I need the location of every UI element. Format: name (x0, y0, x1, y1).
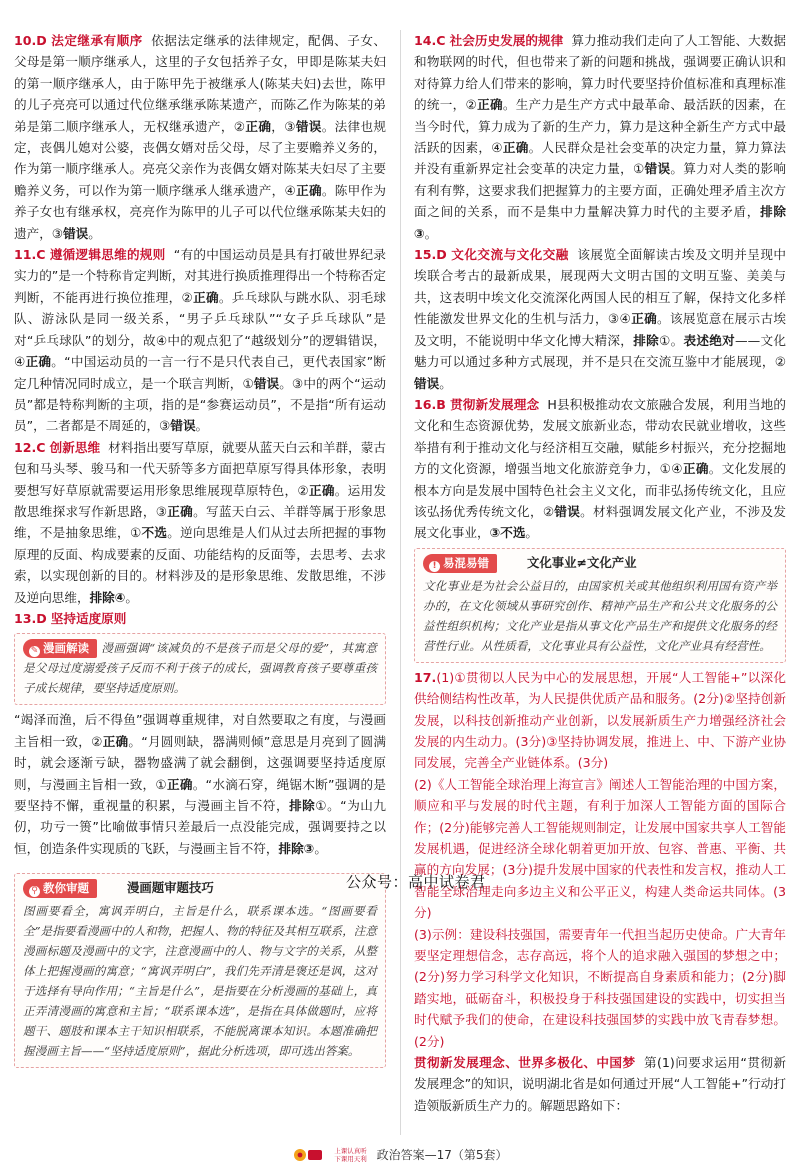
answer-text: ——文化魅力可以通过多种方式展现，并不是只在交流互鉴中才能展现，② (414, 332, 787, 370)
answer-text: ，③ (271, 118, 296, 134)
common-mistake-box (414, 548, 786, 663)
answer-q15 (414, 244, 786, 394)
comic-interpretation-box (14, 633, 386, 705)
judgement: 错误 (63, 225, 89, 241)
judgement: 正确 (167, 503, 194, 519)
column-divider (400, 30, 401, 1135)
left-column (14, 30, 386, 1072)
watermark: 公众号：高中试卷君 (346, 873, 486, 891)
question-number: 10.D (14, 33, 47, 48)
answer-text: 。逆向思维是人们从过去所把握的事物原理的反面、构成要素的反面、功能结构的反面等，去思考、去求索，以实现创新的目的。材料涉及的是形象思维、发散思维，不涉及逆向思维， (14, 525, 387, 605)
answer-text: 。生产力是生产方式中最革命、最活跃的因素，在当今时代，算力成为了新的生产力，算力是这种全新生产方式中最活跃的因素，④ (414, 97, 786, 156)
question-number: 11.C (14, 247, 46, 263)
box-text: 文化事业是为社会公益目的，由国家机关或其他组织利用国有资产举办的，在文化领域从事研究创作、精神产品生产和公共文化服务的公益性组织机构；文化产业是指从事文化产品生产和提供文化服务的经营性行业。从性质看，文化事业具有公益性，文化产业具有经营性。 (423, 578, 777, 653)
answer-text: 。 (195, 418, 209, 434)
answer-text: “有的中国运动员是具有打破世界纪录实力的”是一个特称肯定判断，对其进行换质推理得出一个特称否定判断，不能再进行换位推理，② (14, 247, 386, 305)
box-title: 漫画题审题技巧 (127, 880, 214, 896)
answer-text: 。“月圆则缺，器满则倾”意思是月亮到了圆满时，就会逐渐亏缺，器物盛满了就会翻倒，这强调要坚持适度原则，与漫画主旨相一致，① (14, 733, 386, 792)
brand-slogan-line: 下课用天利 (334, 1154, 367, 1163)
review-tips-box (14, 873, 386, 1068)
answer-text: 。该展览意在展示古埃及文明，不能说明中华文化博大精深， (414, 311, 786, 348)
page-number: 政治答案—17（第5套） (376, 1148, 508, 1162)
answer-text: 第(1)问要求运用“贯彻新发展理念”的知识，说明湖北省是如何通过开展“人工智能+”行动打造领版新质生产力的。解题思路如下： (414, 1055, 786, 1113)
answer-text: 。 (125, 589, 139, 605)
answer-text: H县积极推动农文旅融合发展，利用当地的文化和生态资源优势，发展文旅新业态，带动农民就业增收，这些举措有利于推动文化与经济相互交融，赋能乡村振兴，充分挖掘地方的文化资源，增强当地文化旅游竞争力，①④ (414, 396, 786, 477)
box-title: 文化事业≠文化产业 (527, 554, 637, 570)
judgement: 排除④ (89, 589, 126, 605)
question-topic: 贯彻新发展理念、世界多极化、中国梦 (414, 1055, 636, 1071)
answer-q14 (414, 30, 786, 244)
box-tag (23, 639, 97, 658)
question-topic: 法定继承有顺序 (51, 33, 143, 48)
answer-text: 。人民群众是社会变革的决定力量，算力算法并没有重新界定社会变革的决定力量，① (414, 140, 786, 177)
answer-text: 材料指出要写草原，就要从蓝天白云和羊群，蒙古包和马头琴、骏马和一代天骄等多方面把草原写得具体形象，表明要想写好草原就需要运用形象思维展现草原特色，② (14, 439, 387, 498)
answer-text: 。算力对人类的影响有利有弊，这要求我们把握算力的主要方面，正确处理矛盾主次方面之间的关系，而不是集中力量解决算力时代的主要矛盾， (414, 161, 786, 220)
box-tag-label: 易混易错 (443, 555, 489, 570)
page-footer (0, 1146, 800, 1168)
pen-icon: ✎ (30, 646, 39, 657)
box-tag-label: 漫画解读 (43, 641, 89, 656)
judgement: 正确 (25, 354, 52, 370)
answer-text: 。 (439, 375, 452, 391)
answer-text: 。③中的两个“运动员”都是特称判断的主项，指的是“参赛运动员”，不是指“所有运动员”，二者都是不周延的，③ (14, 375, 386, 434)
answer-text: 。运用发散思维探求写作新思路，③ (14, 482, 387, 519)
question-topic: 文化交流与文化交融 (451, 247, 569, 263)
answer-text: “竭泽而渔，后不得鱼”强调尊重规律，对自然要取之有度，与漫画主旨相一致，② (14, 712, 386, 749)
answer-text: 。 (314, 840, 327, 856)
judgement: 正确 (502, 140, 529, 156)
answer-q17-analysis (414, 1052, 786, 1116)
answer-text: 。 (424, 225, 438, 241)
judgement: 排除 (633, 332, 659, 348)
answer-part-2: (2)《人工智能全球治理上海宣言》阐述人工智能治理的中国方案，顺应和平与发展的时代主题，有利于加深人工智能方面的国际合作；(2分)能够完善人工智能规则制定，让发展中国家共享人工智能发展机遇，促进经济全球化朝着更加开放、包容、普惠、平衡、共赢的方向发展；(3分)提升发展中国家的代表性和发言权，推动人工智能全球治理走向多边主义和公平正义，构建人类命运共同体。(3分) (414, 776, 786, 921)
judgement: 正确 (477, 97, 503, 113)
judgement: 错误 (414, 375, 440, 391)
answer-text: ①。 (658, 332, 684, 348)
answer-q13-header (14, 608, 386, 629)
judgement: 正确 (309, 482, 335, 498)
judgement: 不选 (141, 525, 168, 541)
judgement: 正确 (682, 461, 709, 477)
box-header (423, 553, 777, 573)
judgement: 错误 (554, 503, 581, 519)
brand-slogan-line: 上课认真听 (334, 1146, 367, 1155)
judgement: 错误 (295, 118, 322, 134)
answer-q12 (14, 437, 386, 608)
answer-text: 。材料强调发展文化产业，不涉及发展文化事业， (414, 503, 786, 541)
box-tag (23, 879, 97, 898)
judgement: 错误 (170, 418, 196, 434)
judgement: 正确 (631, 311, 658, 327)
judgement: 表述绝对 (683, 332, 736, 348)
answer-text: 。文化发展的根本方向是发展中国特色社会主义文化，而非弘扬传统文化，且应该弘扬优秀传统文化，② (414, 461, 787, 519)
box-text: 漫画强调“该减负的不是孩子而是父母的爱”，其寓意是父母过度溺爱孩子反而不利于孩子的成长，强调教育孩子要尊重孩子成长规律，要坚持适度原则。 (23, 641, 377, 696)
brand-slogan (334, 1147, 367, 1163)
box-tag (423, 554, 497, 573)
answer-q11 (14, 244, 386, 437)
answer-part-1: (1)①贯彻以人民为中心的发展思想，开展“人工智能+”以深化供给侧结构性改革，为人民提供优质产品和服务。(2分)②坚持创新发展，以科技创新推动产业创新，以发展新质生产力增强经济社会发展的内生动力。(3分)③坚持协调发展，推进上、中、下游产业协同发展，完善全产业链体系。(3分) (414, 669, 786, 771)
answer-text: 。 (525, 525, 539, 541)
answer-q13 (14, 709, 386, 859)
judgement: 排除③ (278, 840, 315, 856)
judgement: ③不选 (489, 525, 526, 541)
answer-text: 。陈甲作为养子女也有继承权，亮亮作为陈甲的儿子可以代位继承陈某夫妇的遗产，③ (14, 182, 386, 241)
judgement: 正确 (102, 733, 129, 749)
question-topic: 社会历史发展的规律 (449, 33, 564, 48)
answer-text: 。乒乓球队与跳水队、羽毛球队、游泳队是同一级关系，“男子乒乓球队”“女子乒乓球队”是对“乒乓球队”的划分，故④中的观点犯了“越级划分”的逻辑错误，④ (14, 289, 387, 370)
question-number: 14.C (414, 33, 446, 48)
question-topic: 遵循逻辑思维的规则 (49, 247, 166, 263)
question-topic: 坚持适度原则 (50, 610, 127, 626)
search-icon: ⚲ (29, 886, 40, 897)
judgement: 正确 (296, 182, 322, 198)
warning-icon: ! (429, 561, 440, 572)
answer-text: 。写蓝天白云、羊群等属于形象思维，不是抽象思维，① (14, 503, 387, 541)
judgement: 正确 (166, 776, 193, 792)
right-column (414, 30, 786, 1116)
box-tag-label: 教你审题 (43, 881, 89, 896)
answer-q10 (14, 30, 386, 244)
question-topic: 创新思维 (49, 439, 101, 455)
answer-q17 (414, 667, 786, 774)
answer-text: 算力推动我们走向了人工智能、大数据和物联网的时代，但也带来了新的问题和挑战，强调要正确认识和对待算力给人们带来的影响，算力时代要坚持价值标准和真理标准的统一，② (414, 33, 786, 113)
answer-text: ①。“为山九仞，功亏一篑”比喻做事情只差最后一点没能完成，强调要持之以恒，创造条件实现质的飞跃，与漫画主旨不符， (14, 798, 386, 856)
answer-part-3: (3)示例：建设科技强国，需要青年一代担当起历史使命。广大青年要坚定理想信念，志存高远，将个人的追求融入强国的梦想之中；(2分)努力学习科学文化知识，不断提高自身素质和能力；(2分)脚踏实地，砥砺奋斗，积极投身于科技强国建设的实践中，切实担当时代赋予我们的使命，在建设科技强国梦的实践中放飞青春梦想。(2分) (414, 926, 786, 1049)
brand-logo-icon (292, 1147, 324, 1163)
answer-text: 依据法定继承的法律规定，配偶、子女、父母是第一顺序继承人，这里的子女包括养子女，甲即是陈某夫妇的第一顺序继承人，由于陈甲先于被继承人(陈某夫妇)去世，陈甲的儿子亮亮可以通过代位继承继承陈某遗产，而陈乙作为陈某的弟弟是第二顺序继承人，无权继承遗产，② (14, 33, 386, 134)
answer-text: 。“中国运动员的一言一行不是只代表自己，更代表国家”断定几种情况同时成立，是一个联言判断，① (14, 354, 386, 391)
question-topic: 贯彻新发展理念 (450, 396, 540, 412)
answer-text: 。“水滴石穿，绳锯木断”强调的是要坚持不懈，重视量的积累，与漫画主旨不符， (14, 776, 387, 813)
question-number: 12.C (14, 439, 46, 455)
judgement: 正确 (245, 118, 272, 134)
judgement: 错误 (644, 161, 671, 177)
judgement: 正确 (193, 289, 219, 305)
question-number: 15.D (414, 247, 447, 263)
judgement: 排除③ (414, 204, 787, 241)
answer-text: 该展览全面解读古埃及文明并呈现中埃联合考古的最新成果，展现两大文明古国的文明互鉴、美美与共，这表明中埃文化交流深化两国人民的相互了解，保持文化多样性能激发世界文化的生机与活力，③④ (414, 247, 786, 327)
question-number: 13.D (14, 610, 47, 626)
judgement: 错误 (253, 375, 280, 391)
answer-text: 。 (88, 225, 101, 241)
question-number: 17. (414, 669, 437, 685)
answer-text: 。法律也规定，丧偶儿媳对公婆，丧偶女婿对岳父母，尽了主要赡养义务的，作为第一顺序继承人。亮亮父亲作为丧偶女婿对陈某夫妇尽了主要赡养义务，可以作为第一顺序继承人继承遗产，④ (14, 118, 387, 198)
judgement: 排除 (289, 798, 316, 813)
question-number: 16.B (414, 396, 446, 412)
box-header (23, 878, 377, 898)
answer-q16 (414, 394, 786, 544)
box-text: 图画要看全，寓讽弄明白，主旨是什么，联系课本选。“图画要看全”是指要看漫画中的人和物，把握人、物的特征及其相互联系，注意漫画标题及漫画中的文字，注意漫画中的人、物与文字的关系，从整体上把握漫画的寓意；“寓讽弄明白”，我们先弄清是褒还是讽，这对于选择有导向作用；“主旨是什么”，是指要在分析漫画的基础上，真正弄清漫画的寓意和主旨；“联系课本选”，是指在具体做题时，应将题干、题肢和课本主干知识相联系，不能脱离课本知识。本题准确把握漫画主旨——“坚持适度原则”，据此分析选项，即可选出答案。 (23, 904, 377, 1059)
